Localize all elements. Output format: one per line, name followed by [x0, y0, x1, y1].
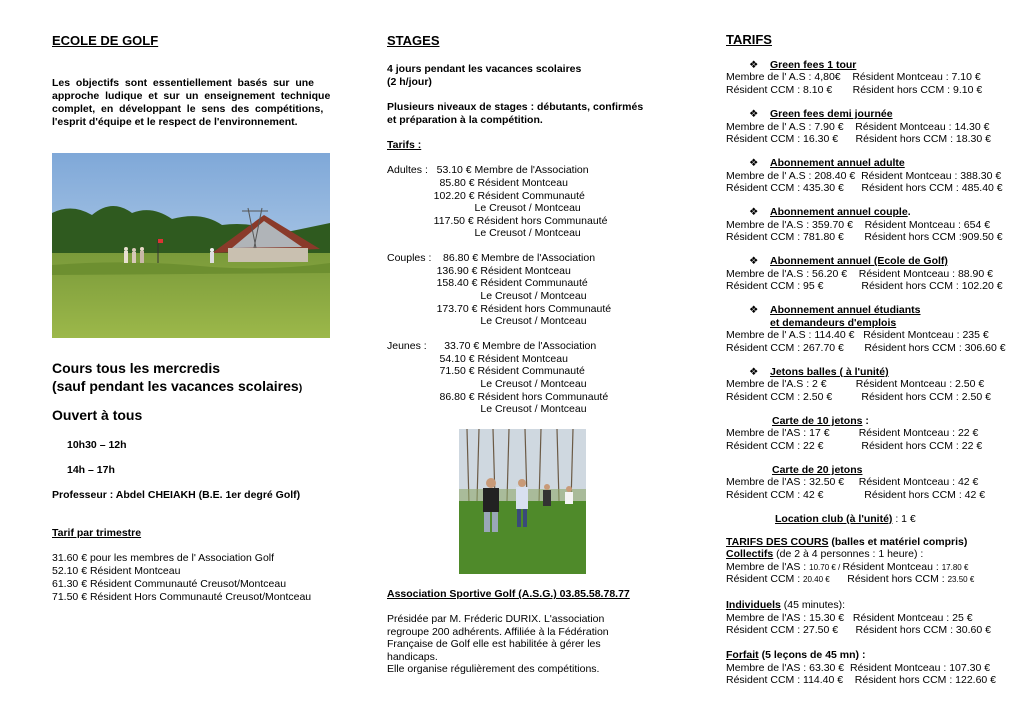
- adultes-line: 117.50 € Résident hors Communauté: [387, 215, 608, 227]
- golfers-lesson-photo: [459, 429, 586, 574]
- price-line: Membre de l' A.S : 4,80€ Résident Montceau : 7.10 €: [726, 71, 981, 83]
- price-line: Membre de l'AS : 32.50 € Résident Montceau : 42 €: [726, 476, 979, 488]
- asg-text-line: Française de Golf elle est habilitée à gérer les: [387, 638, 601, 650]
- schedule-time: 10h30 – 12h: [67, 439, 127, 451]
- asg-title: Association Sportive Golf (A.S.G.) 03.85.58.78.77: [387, 588, 630, 600]
- ab4-title: Abonnement annuel étudiants: [770, 304, 921, 316]
- coll-member-label: Membre de l'AS :: [726, 561, 810, 573]
- ouvert-a-tous: Ouvert à tous: [52, 407, 143, 423]
- schedule-time: 14h – 17h: [67, 464, 115, 476]
- cours-vacances-text: (sauf pendant les vacances scolaires: [52, 378, 299, 394]
- bullet-icon: ❖: [749, 304, 759, 316]
- intro-line: Les objectifs sont essentiellement basés sur une: [52, 77, 315, 89]
- stage-info: (2 h/jour): [387, 76, 432, 88]
- cours-mercredis: Cours tous les mercredis: [52, 360, 221, 376]
- price-line: Membre de l' A.S : 7.90 € Résident Montceau : 14.30 €: [726, 121, 990, 133]
- coll-hors-label: Résident hors CCM :: [829, 573, 948, 585]
- ab1-title: Abonnement annuel adulte: [770, 157, 905, 169]
- forfait-title-row: [726, 649, 865, 662]
- coll-ccm-price: 20.40 €: [803, 575, 830, 584]
- coll-montceau-price: 17.80 €: [941, 563, 969, 572]
- coll-hors-price: 23.50 €: [947, 575, 975, 584]
- intro-line: l'esprit d'équipe et le respect de l'environnement.: [52, 116, 298, 128]
- collectifs-sub: (de 2 à 4 personnes : 1 heure) :: [773, 548, 924, 560]
- carte10-colon: :: [862, 415, 869, 427]
- bullet-icon: ❖: [749, 206, 759, 218]
- tarifs-cours-title: [726, 536, 967, 549]
- adultes-line: 85.80 € Résident Montceau: [387, 177, 568, 189]
- price-line: Membre de l'A.S : 56.20 € Résident Montceau : 88.90 €: [726, 268, 993, 280]
- carte20-title: Carte de 20 jetons: [772, 464, 863, 476]
- stage-levels: Plusieurs niveaux de stages : débutants, confirmés: [387, 101, 644, 113]
- tarifs-cours-label: TARIFS DES COURS: [726, 536, 829, 548]
- heading-tarifs: TARIFS: [726, 32, 772, 47]
- location-club: [775, 513, 916, 526]
- price-line: Résident CCM : 8.10 € Résident hors CCM : 9.10 €: [726, 84, 983, 96]
- adultes-line: 102.20 € Résident Communauté: [387, 190, 585, 202]
- forfait-title: Forfait: [726, 649, 759, 661]
- bullet-icon: ❖: [749, 108, 759, 120]
- jeunes-line: 86.80 € Résident hors Communauté: [387, 391, 609, 403]
- asg-text-line: Elle organise régulièrement des compétitions.: [387, 663, 600, 675]
- price-line: Résident CCM : 16.30 € Résident hors CCM : 18.30 €: [726, 133, 991, 145]
- individuels-sub: (45 minutes):: [780, 599, 846, 611]
- gf1-title: Green fees 1 tour: [770, 59, 857, 71]
- stage-tarifs-title: Tarifs :: [387, 139, 422, 151]
- couples-line: 158.40 € Résident Communauté: [387, 277, 588, 289]
- price-line: Résident CCM : 781.80 € Résident hors CCM :909.50 €: [726, 231, 1003, 243]
- price-line: Résident CCM : 42 € Résident hors CCM : 42 €: [726, 489, 986, 501]
- price-line: Résident CCM : 267.70 € Résident hors CCM : 306.60 €: [726, 342, 1006, 354]
- ab2-dot: .: [907, 206, 911, 218]
- couples-line: Couples : 86.80 € Membre de l'Association: [387, 252, 596, 264]
- ab4-title: et demandeurs d'emplois: [770, 317, 897, 329]
- couples-line: 173.70 € Résident hors Communauté: [387, 303, 612, 315]
- bullet-icon: ❖: [749, 366, 759, 378]
- jeunes-line: 71.50 € Résident Communauté: [387, 365, 585, 377]
- bullet-icon: ❖: [749, 59, 759, 71]
- ab2-title: Abonnement annuel couple: [770, 206, 908, 218]
- price-line: Résident CCM : 22 € Résident hors CCM : 22 €: [726, 440, 983, 452]
- jeunes-line: Le Creusot / Montceau: [387, 403, 587, 415]
- location-title: Location club (à l'unité): [775, 513, 893, 525]
- price-line: Résident CCM : 2.50 € Résident hors CCM : 2.50 €: [726, 391, 991, 403]
- tarif-line: 71.50 € Résident Hors Communauté Creusot/Montceau: [52, 591, 312, 603]
- professeur: Professeur : Abdel CHEIAKH (B.E. 1er degré Golf): [52, 489, 301, 501]
- carte10-title: Carte de 10 jetons: [772, 415, 863, 427]
- price-line: Membre de l'AS : 17 € Résident Montceau : 22 €: [726, 427, 979, 439]
- coll-ccm-label: Résident CCM :: [726, 573, 804, 585]
- tarif-line: 52.10 € Résident Montceau: [52, 565, 181, 577]
- intro-line: approche ludique et sur un enseignement technique: [52, 90, 331, 102]
- asg-text-line: Présidée par M. Fréderic DURIX. L'association: [387, 613, 605, 625]
- jetons-title: Jetons balles ( à l'unité): [770, 366, 889, 378]
- price-line: Membre de l' A.S : 114.40 € Résident Montceau : 235 €: [726, 329, 989, 341]
- individuels-title: Individuels: [726, 599, 781, 611]
- bullet-icon: ❖: [749, 157, 759, 169]
- intro-line: complet, en développant le sens des compétitions,: [52, 103, 324, 115]
- tarif-line: 31.60 € pour les membres de l' Association Golf: [52, 552, 275, 564]
- tarif-line: 61.30 € Résident Communauté Creusot/Montceau: [52, 578, 287, 590]
- location-value: : 1 €: [892, 513, 916, 525]
- adultes-line: Adultes : 53.10 € Membre de l'Association: [387, 164, 589, 176]
- adultes-line: Le Creusot / Montceau: [387, 202, 581, 214]
- jeunes-line: Le Creusot / Montceau: [387, 378, 587, 390]
- price-line: Membre de l'AS : 15.30 € Résident Montceau : 25 €: [726, 612, 973, 624]
- ab2-title-row: [770, 206, 911, 219]
- golf-course-photo: [52, 153, 330, 338]
- collectifs-title-row: [726, 548, 923, 561]
- price-line: Membre de l' A.S : 208.40 € Résident Montceau : 388.30 €: [726, 170, 1002, 182]
- couples-line: Le Creusot / Montceau: [387, 290, 587, 302]
- tarif-trimestre-title: Tarif par trimestre: [52, 527, 142, 539]
- jeunes-line: Jeunes : 33.70 € Membre de l'Association: [387, 340, 597, 352]
- bullet-icon: ❖: [749, 255, 759, 267]
- tarifs-cours-sub: (balles et matériel compris): [828, 536, 968, 548]
- adultes-line: Le Creusot / Montceau: [387, 227, 581, 239]
- collectifs-title: Collectifs: [726, 548, 774, 560]
- stage-info: 4 jours pendant les vacances scolaires: [387, 63, 582, 75]
- coll-member-price: 10.70 € /: [809, 563, 843, 572]
- price-line: Membre de l'A.S : 359.70 € Résident Montceau : 654 €: [726, 219, 991, 231]
- heading-ecole-de-golf: ECOLE DE GOLF: [52, 33, 159, 48]
- heading-stages: STAGES: [387, 33, 440, 48]
- ab3-title: Abonnement annuel (Ecole de Golf): [770, 255, 948, 267]
- asg-text-line: handicaps.: [387, 651, 438, 663]
- price-line: Résident CCM : 435.30 € Résident hors CCM : 485.40 €: [726, 182, 1003, 194]
- asg-text-line: regroupe 200 adhérents. Affiliée à la Fédération: [387, 626, 609, 638]
- cours-vacances-paren: ): [298, 382, 303, 394]
- price-line: Résident CCM : 27.50 € Résident hors CCM : 30.60 €: [726, 624, 991, 636]
- collectifs-line: [726, 573, 974, 587]
- price-line: Résident CCM : 95 € Résident hors CCM : 102.20 €: [726, 280, 1003, 292]
- price-line: Membre de l'A.S : 2 € Résident Montceau : 2.50 €: [726, 378, 985, 390]
- couples-line: Le Creusot / Montceau: [387, 315, 587, 327]
- gf2-title: Green fees demi journée: [770, 108, 893, 120]
- carte10-title-row: [772, 415, 869, 428]
- price-line: Résident CCM : 114.40 € Résident hors CCM : 122.60 €: [726, 674, 997, 686]
- stage-levels: et préparation à la compétition.: [387, 114, 543, 126]
- jeunes-line: 54.10 € Résident Montceau: [387, 353, 568, 365]
- forfait-sub: (5 leçons de 45 mn) :: [758, 649, 866, 661]
- couples-line: 136.90 € Résident Montceau: [387, 265, 571, 277]
- coll-montceau-label: Résident Montceau :: [842, 561, 942, 573]
- cours-vacances: [52, 380, 302, 395]
- price-line: Membre de l'AS : 63.30 € Résident Montceau : 107.30 €: [726, 662, 991, 674]
- individuels-title-row: [726, 599, 845, 612]
